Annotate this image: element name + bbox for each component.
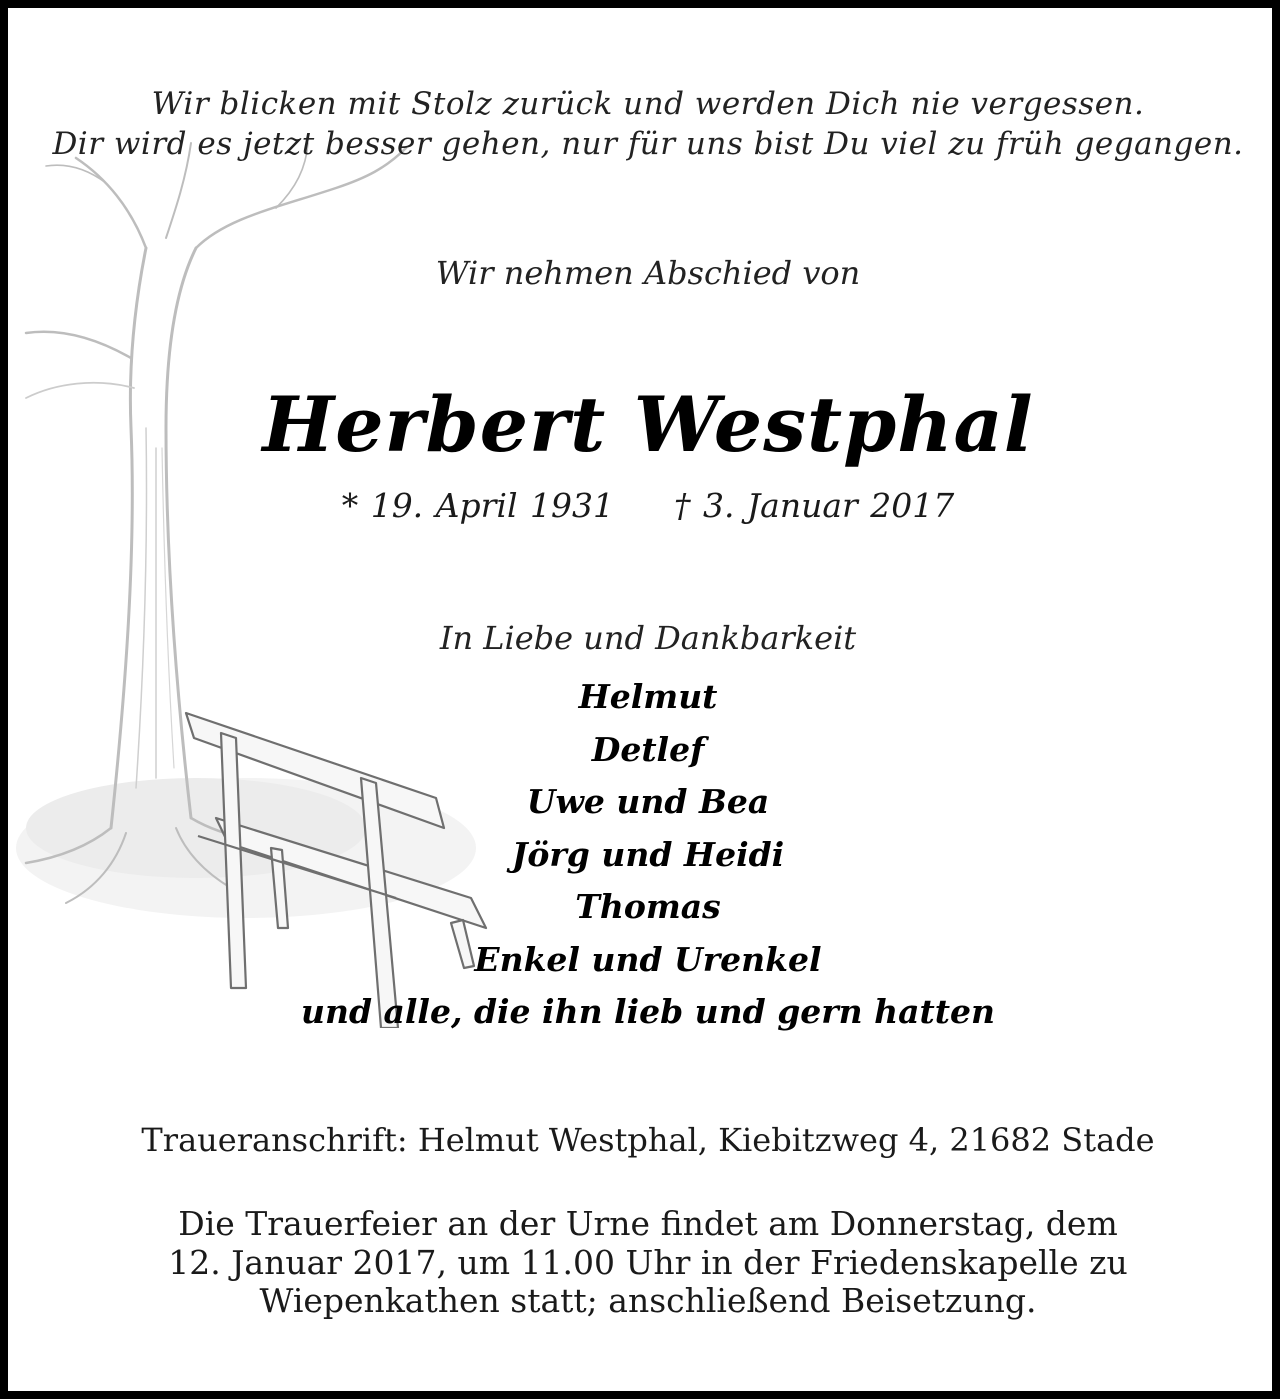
love-and-gratitude-line: In Liebe und Dankbarkeit (439, 619, 857, 657)
motto-line-2: Dir wird es jetzt besser gehen, nur für uns bist Du viel zu früh gegangen. (52, 126, 1244, 162)
mourner-name: Helmut (578, 677, 718, 716)
deceased-name: Herbert Westphal (262, 380, 1034, 469)
mourner-name: Jörg und Heidi (511, 834, 785, 874)
life-dates (8, 484, 1280, 528)
service-line: 12. Januar 2017, um 11.00 Uhr in der Friedenskapelle zu (168, 1242, 1128, 1282)
service-line: Die Trauerfeier an der Urne findet am Donnerstag, dem (178, 1204, 1118, 1243)
farewell-line: Wir nehmen Abschied von (435, 254, 861, 292)
death-date: † 3. Januar 2017 (673, 486, 955, 525)
mourner-name: Detlef (591, 729, 705, 769)
mourner-name: Enkel und Urenkel (474, 939, 822, 979)
mourner-name: und alle, die ihn lieb und gern hatten (300, 992, 996, 1031)
funeral-service-info (8, 1205, 1280, 1321)
mourners-list (8, 671, 1280, 1039)
mourner-name: Thomas (575, 887, 721, 926)
motto (8, 84, 1280, 164)
service-line: Wiepenkathen statt; anschließend Beisetzung. (259, 1281, 1037, 1320)
mourning-address: Traueranschrift: Helmut Westphal, Kiebitzweg 4, 21682 Stade (141, 1121, 1155, 1159)
birth-date: * 19. April 1931 (341, 486, 614, 525)
mourner-name: Uwe und Bea (526, 782, 770, 821)
motto-line-1: Wir blicken mit Stolz zurück und werden Dich nie vergessen. (151, 86, 1145, 122)
